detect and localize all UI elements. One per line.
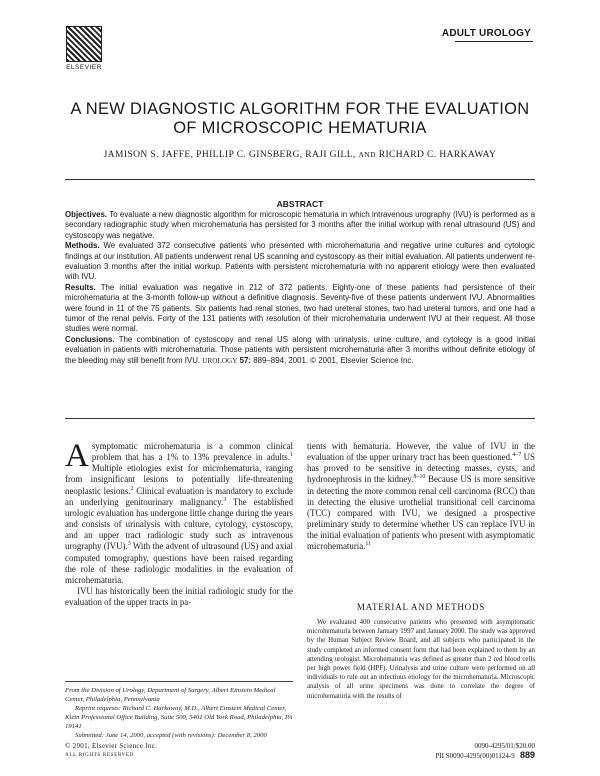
methods-paragraph: We evaluated 400 consecutive patients who presented with asymptomatic microhematuria between January 1997 and January 2000. The study was approved by the Human Subject Review Board, and all subjects who participated in the study completed an informed consent form that had been explained to them by an attending urologist. Microhematuria was defined as greater than 2 red blood cells per high power field (HPF). Urinalysis and urine culture were performed on all individuals to rule out an infectious etiology for the microhematuria. Microscopic analysis of all urine specimens was done to correlate the degree of microhematuria with the results of (307, 619, 535, 700)
pii-line (435, 751, 535, 761)
section-tag: ADULT UROLOGY (441, 28, 531, 39)
results-text: The initial evaluation was negative in 212 of 372 patients. Eighty-one of these patients had persistence of their microhematuria at the 3-month follow-up without a definitive diagnosis. Seventy-five of these patients underwent IVU. Abnormalities were found in 11 of the 75 patients. Six patients had renal stones, two had ureteral stones, two had ureteral tumors, and one had a tumor of the renal pelvis. Forty of the 131 patients with resolution of their microhematuria underwent IVU at their request. All those studies were normal. (65, 282, 535, 334)
intro-text-a: symptomatic microhematuria is a common clinical problem that has a 1% to 13% prevalence in adults. (91, 441, 293, 463)
footnote-rule (65, 681, 293, 682)
reference-marker: 3 (127, 541, 131, 548)
body-column-left (65, 438, 294, 608)
reference-marker: 2 (130, 485, 134, 492)
page-number: 889 (519, 750, 535, 760)
intro-text-d: The established urologic evaluation has undergone little change during the years and consists of urinalysis with culture, cytology, cystoscopy, and an upper tract radiologic study such as intravenous urography (IVU). (65, 496, 294, 552)
citation-journal: UROLOGY (202, 356, 238, 365)
author-names: JAMISON S. JAFFE, PHILLIP C. GINSBERG, RAJI GILL, (103, 150, 356, 160)
abstract-results (65, 283, 535, 335)
conclusions-label: Conclusions. (65, 334, 115, 344)
intro-paragraph-3 (307, 441, 535, 553)
methods-section-body (307, 618, 535, 701)
methods-section-heading: MATERIAL AND METHODS (356, 602, 486, 612)
author-and: AND (358, 150, 376, 159)
intro-text-f: tients with hematuria. However, the value of IVU in the evaluation of the upper urinary tract has been questioned. (307, 441, 535, 463)
results-label: Results. (65, 282, 96, 292)
abstract-objectives (65, 210, 535, 241)
reference-marker: 3 (223, 496, 227, 503)
intro-text-b: Multiple etiologies exist for microhematuria, ranging from insignificant lesions to potentially life-threatening neoplastic lesions. (65, 463, 293, 496)
elsevier-logo (62, 26, 106, 71)
elsevier-logo-text: ELSEVIER (66, 64, 102, 71)
objectives-text: To evaluate a new diagnostic algorithm for microscopic hematuria in which intravenous urography (IVU) is performed as a secondary radiographic study when microhematuria has persisted for 3 months after the initial workup with renal ultrasound (US) and cystoscopy was negative. (65, 210, 535, 240)
abstract-bottom-rule (65, 418, 535, 419)
reference-marker: 4–7 (512, 452, 522, 459)
intro-paragraph-2: IVU has historically been the initial radiologic study for the evaluation of the upper tracts in pa- (65, 586, 293, 608)
conclusions-text: The combination of cystoscopy and renal US along with urinalysis, urine culture, and cytology is a good initial evaluation in patients with microhematuria. Those patients with persistent microhematuria after 3 months without definite etiology of the bleeding may still benefit from IVU. (65, 334, 535, 365)
elsevier-tree-icon (66, 26, 102, 62)
copyright-block (65, 742, 157, 760)
objectives-label: Objectives. (65, 210, 108, 219)
author-list (0, 150, 600, 160)
citation-rest: 889–894, 2001. © 2001, Elsevier Science Inc. (253, 355, 414, 365)
abstract (65, 210, 535, 366)
drop-cap: A (65, 438, 89, 474)
section-tag-rule (455, 41, 533, 42)
intro-text-e: With the advent of ultrasound (US) and axial computed tomography, questions have been raised regarding the role of these radiologic modalities in the evaluation of microhematuria. (65, 541, 293, 585)
intro-text-g: US has proved to be sensitive in detecting masses, cysts, and hydronephrosis in the kidney. (307, 452, 535, 485)
title-line-2: OF MICROSCOPIC HEMATURIA (173, 119, 427, 137)
pii-text: PII S0090-4295(00)01124-9 (435, 752, 515, 760)
author-last: RICHARD C. HARKAWAY (378, 150, 497, 160)
intro-paragraph-1 (65, 438, 294, 586)
footnote (65, 686, 293, 740)
copyright-text: © 2001, Elsevier Science Inc. (65, 742, 158, 750)
reference-marker: 8–10 (413, 474, 426, 481)
citation-volume: 57: (239, 355, 252, 365)
abstract-methods (65, 241, 535, 283)
abstract-top-rule (65, 179, 535, 180)
title-line-1: A NEW DIAGNOSTIC ALGORITHM FOR THE EVALUATION (70, 100, 530, 118)
intro-text-h: Because US is more sensitive in detecting the more common renal cell carcinoma (RCC) than in detecting the elusive urothelial transitional cell carcinoma (TCC) compared with IVU, we designed a prospective preliminary study to determine whether US can replace IVU in the initial evaluation of patients who present with asymptomatic microhematuria. (307, 474, 535, 552)
footnote-affiliation: From the Division of Urology, Department of Surgery, Albert Einstein Medical Center, Philadelphia, Pennsylvania (65, 687, 276, 703)
footnote-reprint: Reprint requests: Richard C. Harkaway, M.D., Albert Einstein Medical Center, Klein Professional Office Building, Suite 500, 5401 Old York Road, Philadelphia, PA 19141 (65, 705, 293, 730)
reference-marker: 11 (365, 541, 372, 548)
methods-label: Methods. (65, 241, 100, 251)
methods-text: We evaluated 372 consecutive patients who presented with microhematuria and negative urine cultures and cytologic findings at our institution. All patients underwent renal US scanning and cystoscopy as their initial evaluation. All patients underwent re-evaluation 3 months after the initial workup. Patients with persistent microhematuria with no apparent etiology were then evaluated with IVU. (65, 241, 535, 282)
intro-text-c: Clinical evaluation is mandatory to exclude an underlying genitourinary malignancy. (65, 485, 293, 507)
article-title (0, 100, 600, 138)
rights-text: ALL RIGHTS RESERVED (65, 752, 135, 758)
abstract-heading: ABSTRACT (276, 199, 324, 209)
issn-text: 0090-4295/01/$20.00 (474, 742, 535, 750)
reference-marker: 1 (290, 452, 293, 459)
footnote-submitted: Submitted: June 14, 2000, accepted (with revisions): December 8, 2000 (75, 732, 267, 739)
body-column-right (307, 441, 535, 553)
abstract-conclusions (65, 335, 535, 366)
identifier-block (435, 742, 535, 761)
